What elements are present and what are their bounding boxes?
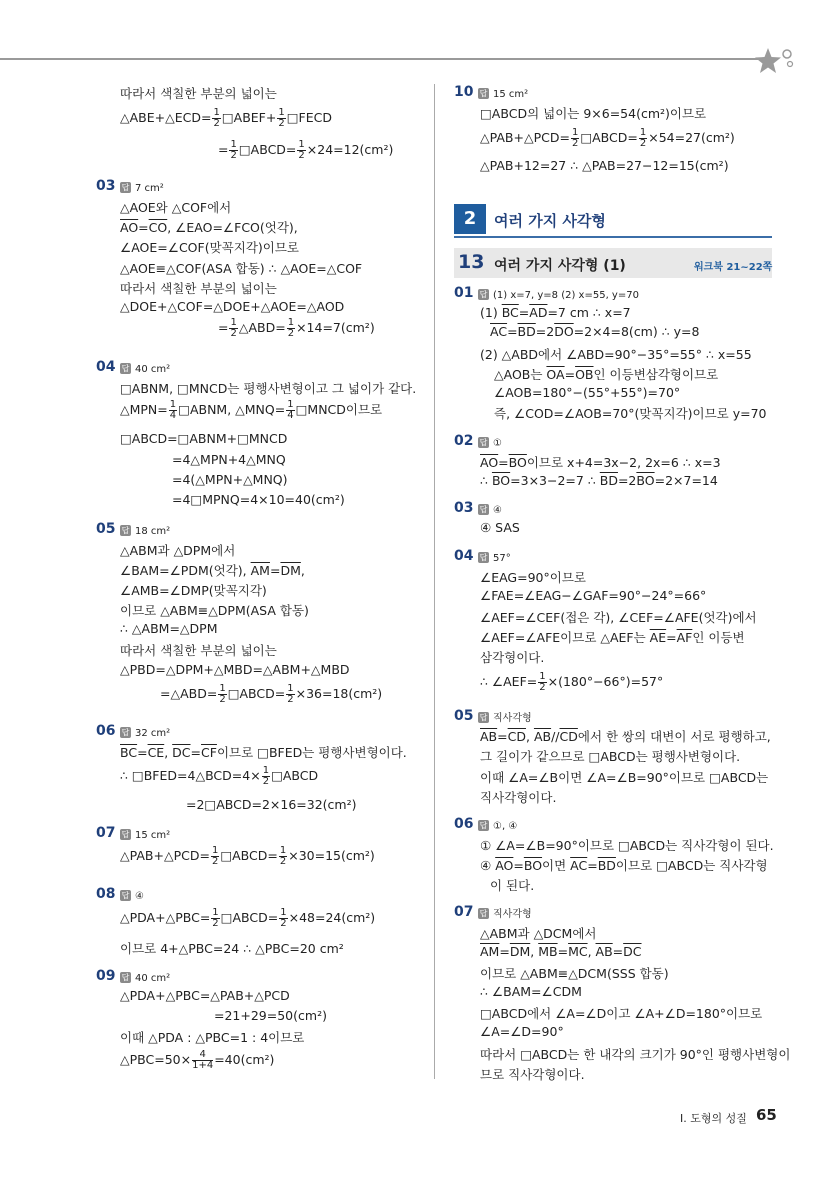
solution-line: 직사각형이다. <box>480 790 557 805</box>
fraction: $\frac{1}{2}$ <box>280 907 287 929</box>
answer-value: 15 cm² <box>493 89 529 100</box>
problem-number: 10 <box>454 84 474 100</box>
fraction: $\frac{1}{2}$ <box>279 845 287 867</box>
solution-line: 즉, ∠COD=∠AOB=70°(맞꼭지각)이므로 y=70 <box>494 406 767 421</box>
solution-line: ∠FAE=∠EAG−∠GAF=90°−24°=66° <box>480 588 707 603</box>
answer-line <box>478 501 502 516</box>
answer-line <box>478 905 532 920</box>
answer-value: 40 cm² <box>135 973 171 984</box>
segment: $\overline{AM}$ <box>480 944 500 959</box>
solution-line: □ABCD에서 ∠A=∠D이고 ∠A+∠D=180°이므로 <box>480 1006 763 1021</box>
segment: $\overline{AB}$ <box>480 729 498 744</box>
segment: $\overline{DC}$ <box>623 944 642 959</box>
chapter-label: Ⅰ. 도형의 성질 <box>680 1112 747 1125</box>
solution-line: $\overline{BC}=\overline{CE}$, $\overline{DC}=\overline{CF}$이므로 □BFED는 평행사변형이다. <box>120 745 407 760</box>
answer-line <box>120 179 164 194</box>
segment: $\overline{AC}$ <box>570 858 588 873</box>
segment: $\overline{AD}$ <box>529 305 548 320</box>
solution-line: 이때 ∠A=∠B이면 ∠A=∠B=90°이므로 □ABCD는 <box>480 770 769 785</box>
segment: $\overline{MB}$ <box>538 944 558 959</box>
solution-line: □ABCD=□ABNM+□MNCD <box>120 431 288 446</box>
fraction: $\frac{1}{2}$ <box>639 127 647 149</box>
solution-line: △PBD=△DPM+△MBD=△ABM+△MBD <box>120 662 350 677</box>
answer-line <box>478 434 502 449</box>
answer-line <box>478 549 511 564</box>
section-title: 여러 가지 사각형 <box>494 212 606 230</box>
solution-line: ∠AOE=∠COF(맞꼭지각)이므로 <box>120 240 299 255</box>
answer-line <box>478 85 528 100</box>
page-number: 65 <box>756 1106 777 1124</box>
solution-line: =△ABD= $\frac{1}{2}$ □ABCD= $\frac{1}{2}$ ×36=18(cm²) <box>160 683 383 705</box>
top-rule <box>0 58 760 60</box>
answer-mark: 답 <box>121 830 130 839</box>
answer-mark: 답 <box>121 364 130 373</box>
solution-line: △ABE+△ECD= $\frac{1}{2}$ □ABEF+ $\frac{1}{2}$ □FECD <box>120 107 332 129</box>
answer-line <box>120 887 144 902</box>
segment: $\overline{OB}$ <box>575 367 594 382</box>
solution-line: =4△MPN+4△MNQ <box>172 452 286 467</box>
fraction: $\frac{1}{2}$ <box>287 683 294 705</box>
segment: $\overline{AO}$ <box>120 220 139 235</box>
answer-value: ①, ④ <box>493 821 518 832</box>
section-rule <box>454 236 772 238</box>
fraction: $\frac{1}{2}$ <box>230 317 237 339</box>
answer-line <box>478 817 517 832</box>
segment: $\overline{AO}$ <box>495 858 514 873</box>
solution-line: 므로 직사각형이다. <box>480 1067 585 1082</box>
column-divider <box>434 84 435 1079</box>
solution-line: ④ $\overline{AO}=\overline{BO}$이면 $\overline{AC}=\overline{BD}$이므로 □ABCD는 직사각형 <box>480 858 768 873</box>
segment: $\overline{BD}$ <box>517 324 536 339</box>
solution-line: □ABCD의 넓이는 9×6=54(cm²)이므로 <box>480 106 707 121</box>
segment: $\overline{AM}$ <box>250 563 270 578</box>
segment: $\overline{CD}$ <box>559 729 578 744</box>
solution-line: 이므로 4+△PBC=24 ∴ △PBC=20 cm² <box>120 941 344 956</box>
answer-value: 18 cm² <box>135 526 171 537</box>
problem-number: 03 <box>454 500 474 516</box>
problem-number: 07 <box>96 825 116 841</box>
problem-number: 04 <box>96 359 116 375</box>
solution-line: 그 길이가 같으므로 □ABCD는 평행사변형이다. <box>480 749 741 764</box>
fraction: $\frac{1}{2}$ <box>219 683 226 705</box>
solution-line: ∴ ∠AEF= $\frac{1}{2}$ ×(180°−66°)=57° <box>480 671 664 693</box>
problem-number: 07 <box>454 904 474 920</box>
segment: $\overline{DO}$ <box>554 324 574 339</box>
solution-line: =2□ABCD=2×16=32(cm²) <box>186 797 357 812</box>
answer-line <box>120 826 170 841</box>
answer-value: 57° <box>493 553 511 564</box>
answer-mark: 답 <box>479 821 488 830</box>
solution-line: △ABM과 △DCM에서 <box>480 926 597 941</box>
solution-line: 따라서 색칠한 부분의 넓이는 <box>120 86 277 101</box>
segment: $\overline{CO}$ <box>148 220 168 235</box>
solution-line: 이 된다. <box>490 878 535 893</box>
segment: $\overline{CF}$ <box>201 745 217 760</box>
segment: $\overline{CE}$ <box>147 745 165 760</box>
answer-line <box>478 709 532 724</box>
segment: $\overline{BD}$ <box>597 858 616 873</box>
segment: $\overline{BO}$ <box>508 455 527 470</box>
solution-line: △ABM과 △DPM에서 <box>120 543 236 558</box>
problem-number: 02 <box>454 433 474 449</box>
segment: $\overline{BO}$ <box>523 858 543 873</box>
solution-line: ④ SAS <box>480 520 520 535</box>
answer-mark: 답 <box>121 891 130 900</box>
solution-line: □ABNM, □MNCD는 평행사변형이고 그 넓이가 같다. <box>120 381 417 396</box>
solution-line: $\overline{AM}=\overline{DM}$, $\overline{MB}=\overline{MC}$, $\overline{AB}=\overline{DC}$ <box>480 944 642 959</box>
fraction: $\frac{1}{2}$ <box>298 139 305 161</box>
answer-mark: 답 <box>479 909 488 918</box>
answer-value: 32 cm² <box>135 728 171 739</box>
solution-line: ∠BAM=∠PDM(엇각), $\overline{AM}=\overline{DM}$, <box>120 563 305 578</box>
answer-value: ① <box>493 438 502 449</box>
fraction: $\frac{1}{2}$ <box>287 317 295 339</box>
fraction: $\frac{1}{2}$ <box>212 907 219 929</box>
answer-mark: 답 <box>479 553 488 562</box>
solution-line: △PAB+△PCD= $\frac{1}{2}$ □ABCD= $\frac{1}{2}$ ×54=27(cm²) <box>480 127 735 149</box>
segment: $\overline{BD}$ <box>599 473 618 488</box>
solution-line: ∠EAG=90°이므로 <box>480 570 586 585</box>
solution-line: △AOE≡△COF(ASA 합동) ∴ △AOE=△COF <box>120 261 363 276</box>
solution-line: △AOE와 △COF에서 <box>120 200 232 215</box>
answer-mark: 답 <box>121 728 130 737</box>
segment: $\overline{AO}$ <box>480 455 499 470</box>
fraction: $\frac{1}{2}$ <box>213 107 220 129</box>
solution-line: 삼각형이다. <box>480 650 545 665</box>
problem-number: 04 <box>454 548 474 564</box>
solution-line: = $\frac{1}{2}$ □ABCD= $\frac{1}{2}$ ×24=12(cm²) <box>218 139 394 161</box>
solution-line: ∠AEF=∠CEF(접은 각), ∠CEF=∠AFE(엇각)에서 <box>480 610 757 625</box>
segment: $\overline{AF}$ <box>676 630 693 645</box>
fraction: $\frac{1}{2}$ <box>571 127 579 149</box>
fraction: $\frac{1}{2}$ <box>262 765 270 787</box>
solution-line: ∴ ∠BAM=∠CDM <box>480 984 582 999</box>
solution-line: (2) △ABD에서 ∠ABD=90°−35°=55° ∴ x=55 <box>480 347 752 362</box>
solution-line: 이므로 △ABM≡△DCM(SSS 합동) <box>480 966 669 981</box>
fraction: $\frac{4}{1+4}$ <box>192 1049 214 1071</box>
problem-number: 05 <box>96 521 116 537</box>
problem-number: 03 <box>96 178 116 194</box>
answer-value: 직사각형 <box>493 713 532 724</box>
segment: $\overline{AB}$ <box>533 729 552 744</box>
segment: $\overline{AB}$ <box>595 944 613 959</box>
answer-mark: 답 <box>121 183 130 192</box>
solution-line: △PAB+△PCD= $\frac{1}{2}$ □ABCD= $\frac{1}{2}$ ×30=15(cm²) <box>120 845 375 867</box>
segment: $\overline{BC}$ <box>501 305 519 320</box>
solution-line: 이때 △PDA : △PBC=1 : 4이므로 <box>120 1030 305 1045</box>
segment: $\overline{CD}$ <box>507 729 526 744</box>
segment: $\overline{AC}$ <box>490 324 508 339</box>
answer-mark: 답 <box>479 290 488 299</box>
solution-line: ∠A=∠D=90° <box>480 1024 564 1039</box>
subsection-title: 여러 가지 사각형 (1) <box>494 258 626 274</box>
fraction: $\frac{1}{2}$ <box>539 671 546 693</box>
answer-value: (1) x=7, y=8 (2) x=55, y=70 <box>493 290 639 301</box>
solution-line: =4(△MPN+△MNQ) <box>172 472 288 487</box>
subsection-number: 13 <box>458 251 485 273</box>
solution-line: △PBC=50× $\frac{4}{1+4}$ =40(cm²) <box>120 1049 275 1071</box>
solution-line: $\overline{AO}=\overline{CO}$, ∠EAO=∠FCO(엇각), <box>120 220 298 235</box>
segment: $\overline{OA}$ <box>546 367 565 382</box>
solution-line: ① ∠A=∠B=90°이므로 □ABCD는 직사각형이 된다. <box>480 838 774 853</box>
answer-mark: 답 <box>121 526 130 535</box>
star-icon <box>752 44 798 78</box>
solution-line: $\overline{AB}=\overline{CD}$, $\overline{AB}//\overline{CD}$에서 한 쌍의 대변이 서로 평행하고, <box>480 729 771 744</box>
solution-line: ∴ $\overline{BO}=3\times 3-2=7$ ∴ $\overline{BD}=2\overline{BO}=2\times 7=14$ <box>480 473 718 488</box>
answer-value: ④ <box>135 891 144 902</box>
solution-line: ∠AOB=180°−(55°+55°)=70° <box>494 385 681 400</box>
segment: $\overline{DM}$ <box>509 944 531 959</box>
solution-line: 따라서 색칠한 부분의 넓이는 <box>120 281 277 296</box>
solution-line: △AOB는 $\overline{OA}=\overline{OB}$인 이등변삼각형이므로 <box>494 367 719 382</box>
answer-line <box>120 969 170 984</box>
workbook-reference: 워크북 21~22쪽 <box>694 262 773 273</box>
solution-line: △PDA+△PBC=△PAB+△PCD <box>120 988 290 1003</box>
segment: $\overline{AE}$ <box>649 630 667 645</box>
solution-line: $\overline{AO}=\overline{BO}$이므로 x+4=3x−2, 2x=6 ∴ x=3 <box>480 455 721 470</box>
answer-value: 15 cm² <box>135 830 171 841</box>
answer-value: ④ <box>493 505 502 516</box>
fraction: $\frac{1}{2}$ <box>230 139 237 161</box>
answer-mark: 답 <box>121 973 130 982</box>
segment: $\overline{DC}$ <box>172 745 191 760</box>
solution-line: △MPN= $\frac{1}{4}$ □ABNM, △MNQ= $\frac{1}{4}$ □MNCD이므로 <box>120 399 383 421</box>
answer-mark: 답 <box>479 89 488 98</box>
solution-line: ∠AEF=∠AFE이므로 △AEF는 $\overline{AE}=\overline{AF}$인 이등변 <box>480 630 745 645</box>
answer-mark: 답 <box>479 438 488 447</box>
solution-line: ∠AMB=∠DMP(맞꼭지각) <box>120 583 267 598</box>
solution-line: =21+29=50(cm²) <box>214 1008 327 1023</box>
answer-value: 7 cm² <box>135 183 164 194</box>
problem-number: 05 <box>454 708 474 724</box>
problem-number: 06 <box>454 816 474 832</box>
segment: $\overline{BO}$ <box>491 473 511 488</box>
solution-line: △DOE+△COF=△DOE+△AOE=△AOD <box>120 299 345 314</box>
problem-number: 08 <box>96 886 116 902</box>
solution-line: (1) $\overline{BC}=\overline{AD}=7$ cm ∴ x=7 <box>480 305 631 320</box>
solution-line: △PAB+12=27 ∴ △PAB=27−12=15(cm²) <box>480 158 729 173</box>
solution-line: =4□MPNQ=4×10=40(cm²) <box>172 492 345 507</box>
problem-number: 09 <box>96 968 116 984</box>
fraction: $\frac{1}{2}$ <box>278 107 285 129</box>
answer-line <box>120 360 170 375</box>
answer-mark: 답 <box>479 713 488 722</box>
problem-number: 01 <box>454 285 474 301</box>
segment: $\overline{BC}$ <box>120 745 138 760</box>
fraction: $\frac{1}{4}$ <box>169 399 177 421</box>
answer-value: 직사각형 <box>493 909 532 920</box>
fraction: $\frac{1}{2}$ <box>211 845 219 867</box>
solution-line: 따라서 □ABCD는 한 내각의 크기가 90°인 평행사변형이 <box>480 1047 791 1062</box>
answer-line <box>478 286 639 301</box>
solution-line: 따라서 색칠한 부분의 넓이는 <box>120 643 277 658</box>
solution-line: 이므로 △ABM≡△DPM(ASA 합동) <box>120 603 309 618</box>
segment: $\overline{BO}$ <box>636 473 655 488</box>
answer-value: 40 cm² <box>135 364 171 375</box>
solution-line: = $\frac{1}{2}$ △ABD= $\frac{1}{2}$ ×14=7(cm²) <box>218 317 375 339</box>
solution-line: $\overline{AC}=\overline{BD}=2\overline{DO}=2\times 4=8(cm)$ ∴ y=8 <box>490 324 700 339</box>
solution-line: ∴ △ABM=△DPM <box>120 621 218 636</box>
solution-line: △PDA+△PBC= $\frac{1}{2}$ □ABCD= $\frac{1}{2}$ ×48=24(cm²) <box>120 907 376 929</box>
problem-number: 06 <box>96 723 116 739</box>
section-number: 2 <box>454 204 486 234</box>
segment: $\overline{DM}$ <box>280 563 301 578</box>
segment: $\overline{MC}$ <box>568 944 588 959</box>
answer-mark: 답 <box>479 505 488 514</box>
solution-line: ∴ □BFED=4△BCD=4× $\frac{1}{2}$ □ABCD <box>120 765 319 787</box>
answer-line <box>120 522 170 537</box>
answer-line <box>120 724 170 739</box>
fraction: $\frac{1}{4}$ <box>287 399 294 421</box>
